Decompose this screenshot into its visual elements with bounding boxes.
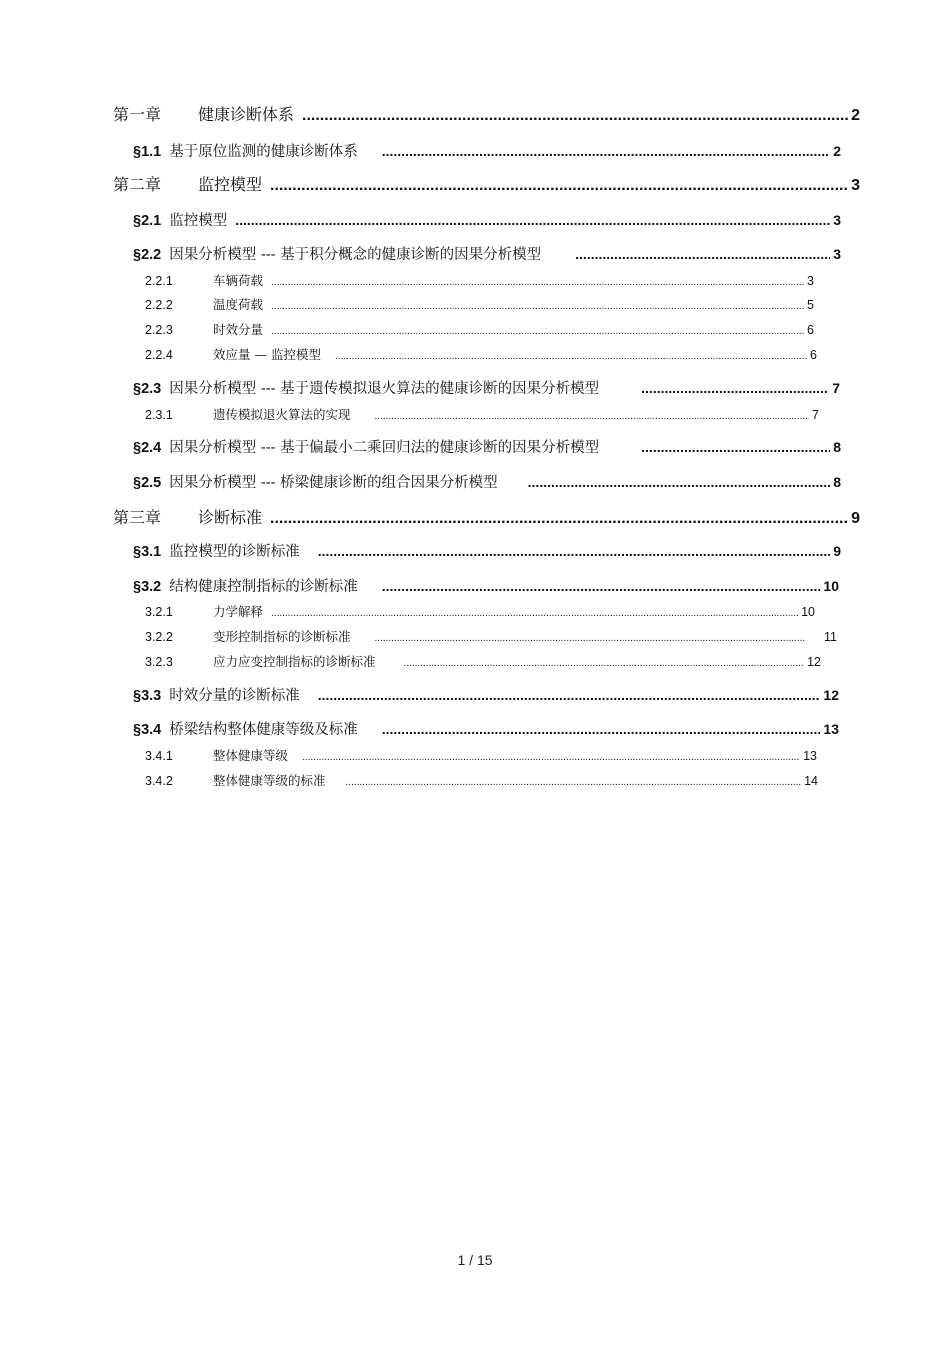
toc-page-number: 6 [807,323,814,337]
toc-title: 整体健康等级的标准 [213,773,326,788]
toc-subsection-3-2-3[interactable] [145,652,821,670]
dot-leader [302,752,800,763]
toc-section-3-1[interactable] [133,540,841,561]
dot-leader [382,578,821,594]
toc-subsection-2-2-2[interactable] [145,295,814,313]
toc-page-number: 3 [833,246,841,262]
toc-section-1-1[interactable] [133,140,841,161]
toc-page-number: 2 [833,143,841,159]
dot-leader [346,777,802,788]
toc-title: 健康诊断体系 [198,105,295,124]
toc-number: 2.3.1 [145,408,173,422]
toc-title: 效应量 — 监控模型 [213,347,321,362]
dot-leader [235,212,830,228]
toc-number: 2.2.1 [145,274,173,288]
toc-page-number: 3 [833,212,841,228]
toc-section-2-1[interactable] [133,209,841,230]
toc-number: 3.2.1 [145,605,173,619]
toc-page-number: 9 [833,543,841,559]
dot-leader [382,143,830,159]
toc-subsection-3-2-1[interactable] [145,602,815,620]
toc-subsection-3-4-1[interactable] [145,746,817,764]
toc-page-number: 12 [807,655,821,669]
toc-section-3-2[interactable] [133,575,839,596]
toc-title: 温度荷载 [213,297,264,312]
toc-page-number: 8 [833,439,841,455]
toc-title: 诊断标准 [198,508,263,527]
toc-number: 2.2.3 [145,323,173,337]
toc-page-number: 2 [851,107,860,124]
toc-section-2-2[interactable] [133,243,841,264]
toc-subsection-2-3-1[interactable] [145,405,819,423]
toc-number: 3.2.2 [145,630,173,644]
dot-leader [270,510,848,528]
toc-page-number: 10 [823,578,839,594]
toc-title: 监控模型的诊断标准 [169,544,300,560]
toc-number: §3.2 [133,579,162,595]
toc-page-number: 8 [833,474,841,490]
toc-number: §2.5 [133,475,162,491]
toc-title: 遗传模拟退火算法的实现 [213,407,351,422]
toc-page-number: 9 [851,510,860,527]
toc-number: 第一章 [113,105,162,124]
toc-title: 车辆荷载 [213,273,264,288]
toc-subsection-3-4-2[interactable] [145,771,818,789]
toc-title: 因果分析模型 --- 基于积分概念的健康诊断的因果分析模型 [169,247,542,263]
toc-title: 应力应变控制指标的诊断标准 [213,654,376,669]
dot-leader [641,380,829,396]
toc-title: 力学解释 [213,604,264,619]
toc-subsection-2-2-4[interactable] [145,345,817,363]
toc-title: 基于原位监测的健康诊断体系 [169,144,358,160]
dot-leader [271,608,798,619]
toc-title: 因果分析模型 --- 基于遗传模拟退火算法的健康诊断的因果分析模型 [169,381,600,397]
toc-chapter-2[interactable] [113,172,860,195]
dot-leader [270,177,848,195]
toc-page-number: 10 [801,605,815,619]
toc-number: §3.1 [133,544,162,560]
toc-number: §2.4 [133,440,162,456]
dot-leader [404,658,805,669]
toc-number: 第二章 [113,175,162,194]
toc-section-3-3[interactable] [133,684,839,705]
toc-section-2-5[interactable] [133,471,841,492]
dot-leader [318,543,830,559]
page-indicator: 1 / 15 [457,1252,493,1268]
dot-leader [575,246,830,262]
dot-leader [271,277,804,288]
toc-page-number: 7 [812,408,819,422]
toc-number: §1.1 [133,144,162,160]
dot-leader [318,687,821,703]
toc-number: §2.2 [133,247,162,263]
toc-section-2-4[interactable] [133,436,841,457]
toc-page-number: 12 [823,687,839,703]
toc-section-3-4[interactable] [133,718,839,739]
toc-number: 2.2.4 [145,348,173,362]
toc-number: §2.3 [133,381,162,397]
dot-leader [375,411,810,422]
toc-page-number: 13 [823,721,839,737]
toc-title: 时效分量的诊断标准 [169,688,300,704]
toc-number: 3.4.1 [145,749,173,763]
dot-leader [528,474,831,490]
toc-title: 结构健康控制指标的诊断标准 [169,579,358,595]
dot-leader [271,301,804,312]
toc-number: 3.2.3 [145,655,173,669]
toc-number: §3.3 [133,688,162,704]
toc-number: 2.2.2 [145,298,173,312]
toc-number: §3.4 [133,722,162,738]
toc-page-number: 3 [851,177,860,194]
toc-number: 3.4.2 [145,774,173,788]
toc-title: 时效分量 [213,322,264,337]
toc-title: 整体健康等级 [213,748,289,763]
toc-title: 因果分析模型 --- 基于偏最小二乘回归法的健康诊断的因果分析模型 [169,440,600,456]
toc-page-number: 3 [807,274,814,288]
toc-title: 桥梁结构整体健康等级及标准 [169,722,358,738]
toc-title: 监控模型 [198,175,263,194]
dot-leader [302,107,848,125]
toc-subsection-2-2-1[interactable] [145,271,814,289]
toc-title: 监控模型 [169,213,228,229]
dot-leader [271,326,804,337]
dot-leader [335,351,807,362]
toc-chapter-3[interactable] [113,505,860,528]
toc-title: 变形控制指标的诊断标准 [213,629,351,644]
dot-leader [382,721,821,737]
toc-page-number: 11 [824,630,837,644]
toc-page-number: 6 [810,348,817,362]
toc-page-number: 7 [832,380,840,396]
toc-number: 第三章 [113,508,162,527]
dot-leader [375,633,807,644]
toc-page-number: 13 [803,749,817,763]
toc-chapter-1[interactable] [113,102,860,125]
toc-subsection-3-2-2[interactable] [145,627,837,645]
toc-page-number: 14 [804,774,818,788]
toc-number: §2.1 [133,213,162,229]
toc-page-number: 5 [807,298,814,312]
dot-leader [641,439,830,455]
toc-section-2-3[interactable] [133,377,840,398]
toc-subsection-2-2-3[interactable] [145,320,814,338]
toc-title: 因果分析模型 --- 桥梁健康诊断的组合因果分析模型 [169,475,498,491]
